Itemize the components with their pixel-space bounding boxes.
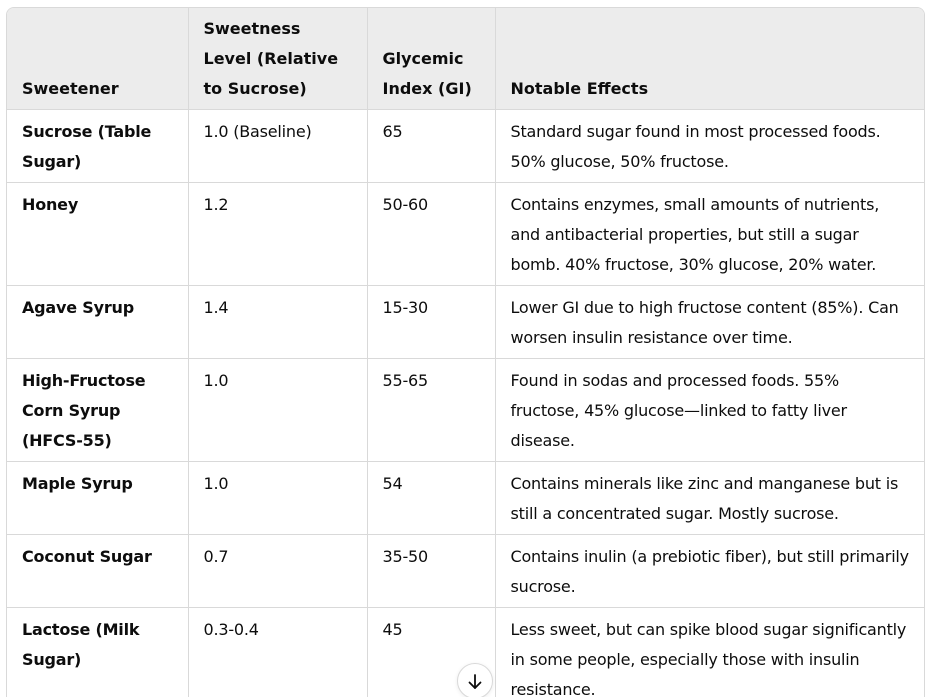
arrow-down-icon [466, 673, 484, 691]
cell-sweetness: 1.0 [188, 359, 367, 462]
cell-gi: 65 [367, 110, 495, 183]
table-row [7, 359, 925, 462]
table-row [7, 535, 925, 608]
cell-effects: Contains enzymes, small amounts of nutrients, and antibacterial properties, but still a sugar bomb. 40% fructose, 30% glucose, 20% water. [495, 183, 925, 286]
cell-gi: 50-60 [367, 183, 495, 286]
cell-sweetness: 1.2 [188, 183, 367, 286]
scroll-to-bottom-button[interactable] [457, 663, 493, 697]
cell-sweetener: Honey [7, 183, 188, 286]
cell-sweetness: 0.7 [188, 535, 367, 608]
cell-effects: Standard sugar found in most processed foods. 50% glucose, 50% fructose. [495, 110, 925, 183]
cell-sweetness: 1.4 [188, 286, 367, 359]
table-row [7, 462, 925, 535]
cell-gi: 15-30 [367, 286, 495, 359]
cell-sweetness: 1.0 (Baseline) [188, 110, 367, 183]
table-row [7, 183, 925, 286]
cell-sweetener: Lactose (Milk Sugar) [7, 608, 188, 697]
table-row [7, 286, 925, 359]
cell-sweetness: 1.0 [188, 462, 367, 535]
cell-effects: Less sweet, but can spike blood sugar significantly in some people, especially those with insulin resistance. [495, 608, 925, 697]
cell-effects: Found in sodas and processed foods. 55% fructose, 45% glucose—linked to fatty liver disease. [495, 359, 925, 462]
cell-sweetness: 0.3-0.4 [188, 608, 367, 697]
cell-effects: Contains inulin (a prebiotic fiber), but still primarily sucrose. [495, 535, 925, 608]
cell-sweetener: Coconut Sugar [7, 535, 188, 608]
cell-gi: 54 [367, 462, 495, 535]
header-notable-effects: Notable Effects [495, 8, 925, 110]
header-sweetness-level: Sweetness Level (Relative to Sucrose) [188, 8, 367, 110]
cell-sweetener: Maple Syrup [7, 462, 188, 535]
cell-sweetener: Agave Syrup [7, 286, 188, 359]
cell-sweetener: Sucrose (Table Sugar) [7, 110, 188, 183]
cell-effects: Contains minerals like zinc and manganese but is still a concentrated sugar. Mostly sucrose. [495, 462, 925, 535]
sweeteners-table-container [6, 7, 925, 697]
table-header-row [7, 8, 925, 110]
header-glycemic-index: Glycemic Index (GI) [367, 8, 495, 110]
sweeteners-table [7, 8, 925, 697]
cell-gi: 55-65 [367, 359, 495, 462]
cell-gi: 45 [367, 608, 495, 697]
header-sweetener: Sweetener [7, 8, 188, 110]
table-row [7, 110, 925, 183]
cell-gi: 35-50 [367, 535, 495, 608]
cell-sweetener: High-Fructose Corn Syrup (HFCS-55) [7, 359, 188, 462]
cell-effects: Lower GI due to high fructose content (85%). Can worsen insulin resistance over time. [495, 286, 925, 359]
